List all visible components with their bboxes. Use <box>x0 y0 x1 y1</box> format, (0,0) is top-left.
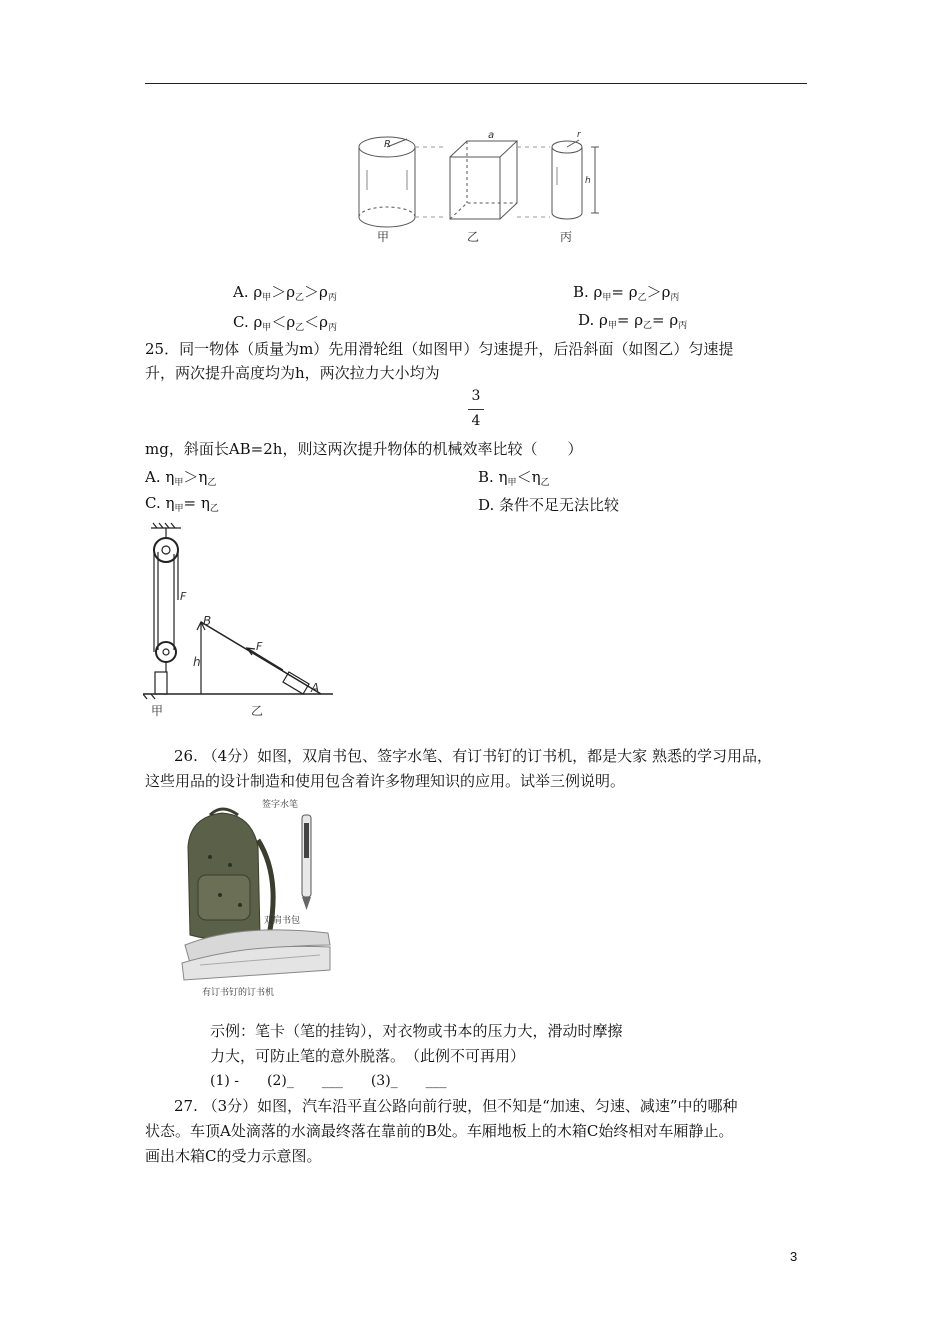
q24-option-c: C. $\rho_甲<\rho_乙<\rho_丙$ <box>233 313 337 333</box>
q24-option-d: D. $\rho_甲= \rho_乙= \rho_丙$ <box>578 311 688 331</box>
fraction-bar <box>468 409 484 410</box>
q24-option-b: B. $\rho_甲= \rho_乙>\rho_丙$ <box>573 283 680 303</box>
three-solids-figure <box>345 125 615 245</box>
q27-line3: 画出木箱C的受力示意图。 <box>145 1147 322 1165</box>
school-supplies-figure <box>180 795 340 1000</box>
label-yi-incline: 乙 <box>251 704 264 718</box>
label-h: h <box>585 176 591 186</box>
label-pen: 签字水笔 <box>262 800 299 810</box>
label-stapler: 有订书钉的订书机 <box>202 988 275 998</box>
q25-option-c: C. $\eta_甲= \eta_乙$ <box>145 494 219 514</box>
fraction-denominator: 4 <box>471 413 481 429</box>
label-yi: 乙 <box>467 230 480 244</box>
q26-line1: 26. （4分）如图，双肩书包、签字水笔、有订书钉的订书机，都是大家 熟悉的学习用品， <box>174 747 772 765</box>
label-B: B <box>203 614 212 628</box>
pulley-incline-figure <box>143 522 343 722</box>
label-jia: 甲 <box>377 230 390 244</box>
q25-line2: 升，两次提升高度均为h，两次拉力大小均为 <box>145 364 440 382</box>
header-rule <box>145 83 807 84</box>
q27-line1: 27. （3分）如图，汽车沿平直公路向前行驶，但不知是“加速、匀速、减速”中的哪种 <box>174 1097 738 1115</box>
label-A: A <box>311 681 320 695</box>
q25-option-d: D. 条件不足无法比较 <box>478 496 620 514</box>
q25-option-a: A. $\eta_甲>\eta_乙$ <box>145 468 217 488</box>
label-F1: F <box>180 590 187 603</box>
label-F2: F <box>256 640 263 653</box>
label-bing: 丙 <box>560 230 573 244</box>
label-R: R <box>384 139 391 150</box>
q25-line3: mg，斜面长AB=2h，则这两次提升物体的机械效率比较（ ） <box>145 440 583 458</box>
label-bag: 双肩书包 <box>264 916 301 926</box>
q26-example-line2: 力大，可防止笔的意外脱落。 （此例不可再用） <box>210 1047 526 1065</box>
q24-option-a: A. $\rho_甲>\rho_乙>\rho_丙$ <box>233 283 337 303</box>
q25-line1: 25．同一物体（质量为m）先用滑轮组（如图甲）匀速提升，后沿斜面（如图乙）匀速提 <box>145 340 734 358</box>
q27-line2: 状态。车顶A处滴落的水滴最终落在靠前的B处。车厢地板上的木箱C始终相对车厢静止。 <box>145 1122 734 1140</box>
q26-line2: 这些用品的设计制造和使用包含着许多物理知识的应用。试举三例说明。 <box>145 772 626 790</box>
label-r: r <box>577 130 581 140</box>
label-h-incline: h <box>193 655 201 669</box>
q26-example-line1: 示例：笔卡（笔的挂钩），对衣物或书本的压力大，滑动时摩擦 <box>210 1022 623 1040</box>
page-number: 3 <box>790 1249 798 1264</box>
pen-image <box>302 815 311 910</box>
backpack-image <box>188 809 273 940</box>
q26-blanks: (1) - (2)_ ___ (3)_ ___ <box>210 1073 447 1089</box>
q25-option-b: B. $\eta_甲<\eta_乙$ <box>478 468 550 488</box>
label-a: a <box>488 130 495 141</box>
label-jia-pulley: 甲 <box>151 704 164 718</box>
fraction-numerator: 3 <box>471 388 481 404</box>
